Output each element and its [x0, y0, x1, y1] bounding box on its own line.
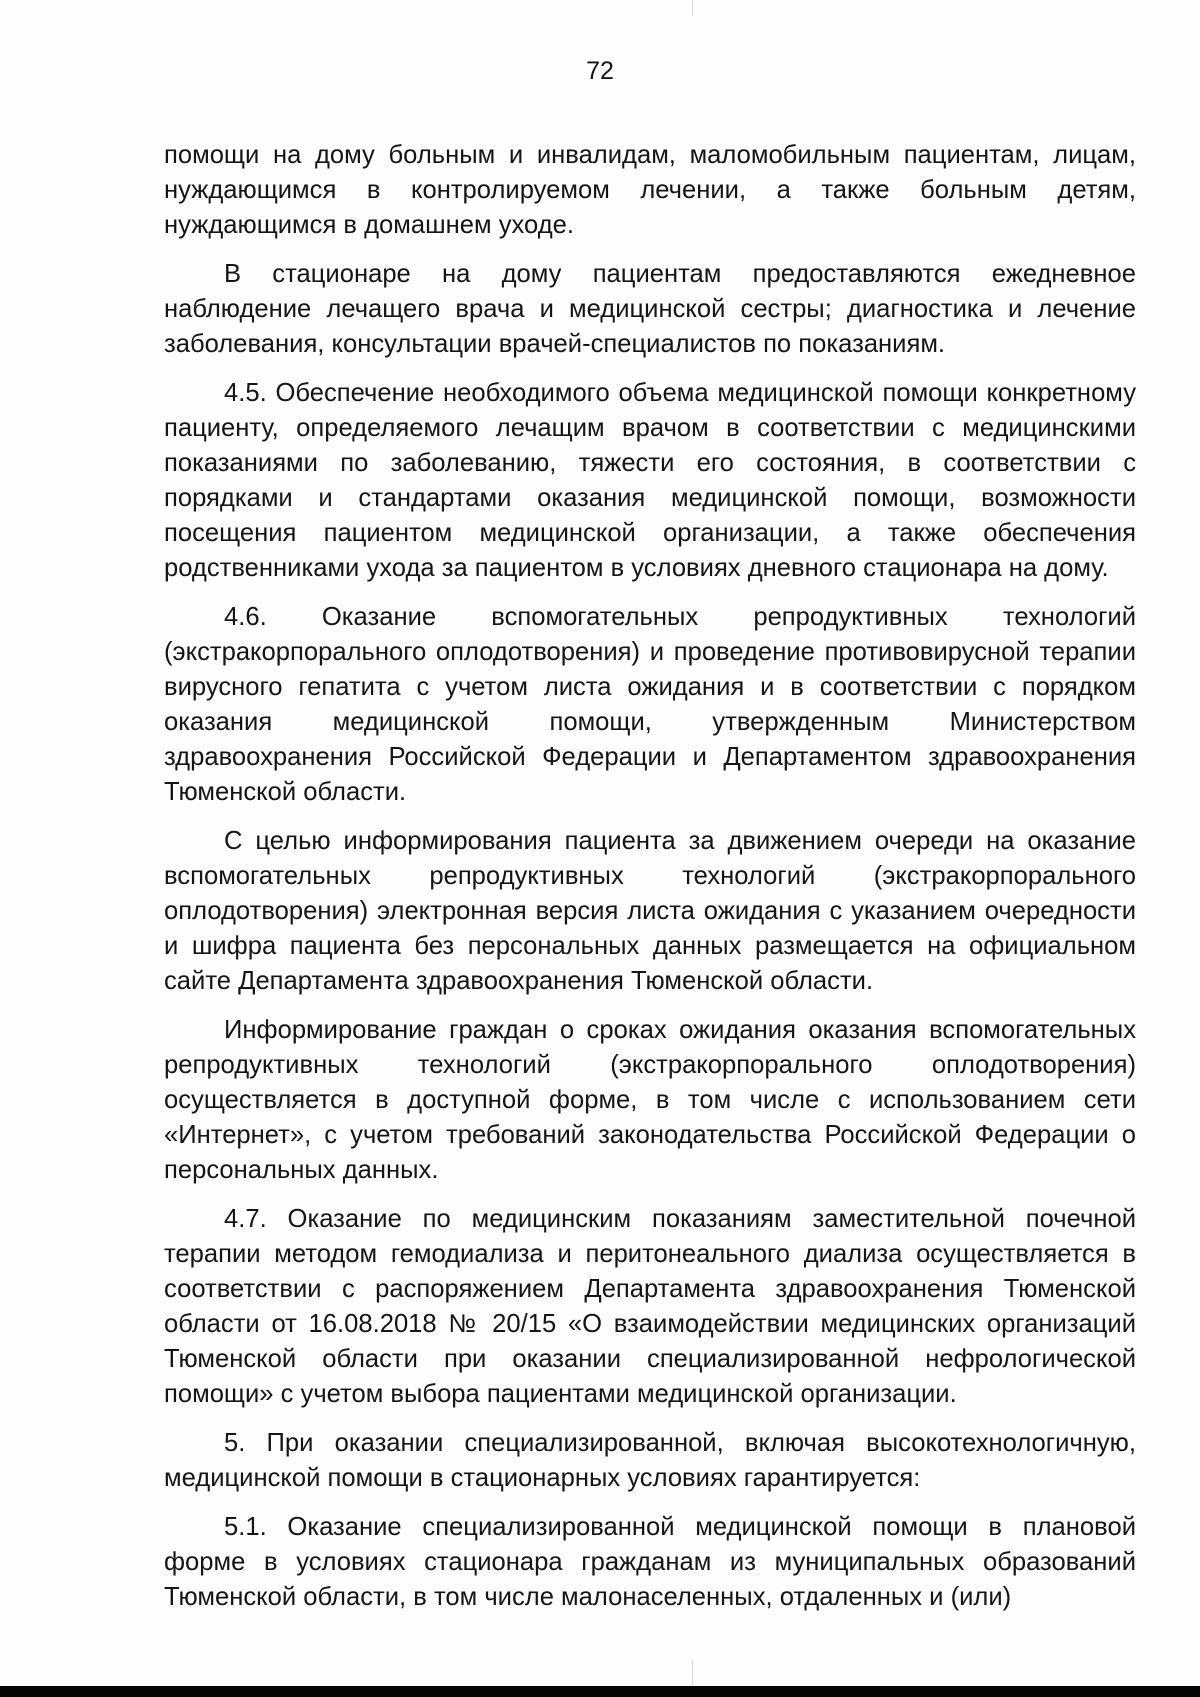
paragraph-home-care-continuation: помощи на дому больным и инвалидам, маломобильным пациентам, лицам, нуждающимся в контролируемом лечении, а также больным детям, нуждающимся в домашнем уходе. [164, 141, 1136, 239]
page-number: 72 [586, 57, 614, 85]
document-body [164, 138, 1136, 1615]
paragraph-waiting-list-info: С целью информирования пациента за движением очереди на оказание вспомогательных репродуктивных технологий (экстракорпорального оплодотворения) электронная версия листа ожидания с указанием очередности и шифра пациента без персональных данных размещается на официальном сайте Департамента здравоохранения Тюменской области. [164, 827, 1136, 995]
paragraph-citizen-informing: Информирование граждан о сроках ожидания оказания вспомогательных репродуктивных технологий (экстракорпорального оплодотворения) осуществляется в доступной форме, в том числе с использованием сети «Интернет», с учетом требований законодательства Российской Федерации о персональных данных. [164, 1016, 1136, 1184]
paragraph-clause-4-6: 4.6. Оказание вспомогательных репродуктивных технологий (экстракорпорального оплодотворения) и проведение противовирусной терапии вирусного гепатита с учетом листа ожидания и в соответствии с порядком оказания медицинской помощи, утвержденным Министерством здравоохранения Российской Федерации и Департаментом здравоохранения Тюменской области. [164, 603, 1136, 806]
scan-bottom-border [0, 1686, 1200, 1697]
paragraph-clause-5: 5. При оказании специализированной, включая высокотехнологичную, медицинской помощи в стационарных условиях гарантируется: [164, 1429, 1136, 1492]
paragraph-home-hospital-services: В стационаре на дому пациентам предоставляются ежедневное наблюдение лечащего врача и медицинской сестры; диагностика и лечение заболевания, консультации врачей-специалистов по показаниям. [164, 260, 1136, 358]
paragraph-clause-4-7: 4.7. Оказание по медицинским показаниям заместительной почечной терапии методом гемодиализа и перитонеального диализа осуществляется в соответствии с распоряжением Департамента здравоохранения Тюменской области от 16.08.2018 № 20/15 «О взаимодействии медицинских организаций Тюменской области при оказании специализированной нефрологической помощи» с учетом выбора пациентами медицинской организации. [164, 1205, 1136, 1408]
paragraph-clause-5-1: 5.1. Оказание специализированной медицинской помощи в плановой форме в условиях стационара гражданам из муниципальных образований Тюменской области, в том числе малонаселенных, отдаленных и (или) [164, 1513, 1136, 1611]
scan-artifact-bottom [692, 1660, 693, 1686]
scan-artifact-top [692, 0, 693, 16]
paragraph-clause-4-5: 4.5. Обеспечение необходимого объема медицинской помощи конкретному пациенту, определяемого лечащим врачом в соответствии с медицинскими показаниями по заболеванию, тяжести его состояния, в соответствии с порядками и стандартами оказания медицинской помощи, возможности посещения пациентом медицинской организации, а также обеспечения родственниками ухода за пациентом в условиях дневного стационара на дому. [164, 379, 1136, 582]
